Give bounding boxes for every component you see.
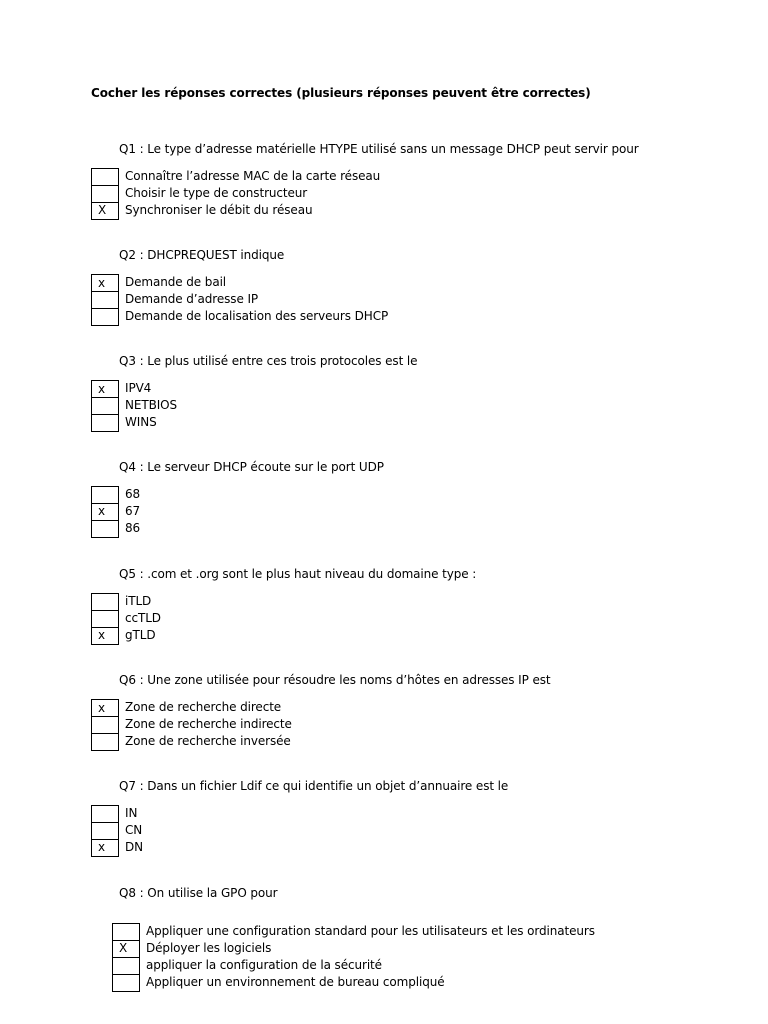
answer-checkbox[interactable] [91,308,119,326]
check-mark: x [98,382,106,396]
answer-checkbox[interactable] [91,168,119,186]
check-mark: x [98,701,106,715]
question-text: Q1 : Le type d’adresse matérielle HTYPE utilisé sans un message DHCP peut servir pour [119,142,639,156]
answer-label: iTLD [125,594,152,608]
answer-label: Zone de recherche directe [125,700,282,714]
question-text: Q4 : Le serveur DHCP écoute sur le port UDP [119,460,384,474]
check-mark: X [119,941,128,955]
question-text: Q7 : Dans un fichier Ldif ce qui identifie un objet d’annuaire est le [119,779,509,793]
answer-checkbox[interactable] [91,380,119,398]
question-text: Q5 : .com et .org sont le plus haut niveau du domaine type : [119,567,477,581]
answer-label: Déployer les logiciels [146,941,272,955]
answer-label: Appliquer un environnement de bureau compliqué [146,975,445,989]
answer-checkbox[interactable] [91,699,119,717]
answer-label: 67 [125,504,141,518]
answer-label: Connaître l’adresse MAC de la carte réseau [125,169,381,183]
answer-checkbox[interactable] [91,733,119,751]
answer-label: IPV4 [125,381,152,395]
answer-checkbox[interactable] [91,593,119,611]
answer-checkbox[interactable] [91,486,119,504]
answer-checkbox[interactable] [91,822,119,840]
check-mark: X [98,203,107,217]
answer-label: 68 [125,487,141,501]
answer-label: Appliquer une configuration standard pour les utilisateurs et les ordinateurs [146,924,595,938]
answer-label: Synchroniser le débit du réseau [125,203,313,217]
check-mark: x [98,840,106,854]
answer-checkbox[interactable] [112,940,140,958]
answer-checkbox[interactable] [91,291,119,309]
answer-checkbox[interactable] [91,839,119,857]
answer-checkbox[interactable] [91,627,119,645]
answer-label: Choisir le type de constructeur [125,186,308,200]
answer-label: appliquer la configuration de la sécurité [146,958,382,972]
answer-checkbox[interactable] [91,202,119,220]
answer-label: NETBIOS [125,398,178,412]
question-text: Q3 : Le plus utilisé entre ces trois protocoles est le [119,354,418,368]
answer-label: DN [125,840,144,854]
question-text: Q2 : DHCPREQUEST indique [119,248,285,262]
answer-checkbox[interactable] [91,610,119,628]
answer-label: CN [125,823,143,837]
answer-checkbox[interactable] [91,503,119,521]
answer-label: Demande de localisation des serveurs DHCP [125,309,389,323]
answer-checkbox[interactable] [91,716,119,734]
answer-checkbox[interactable] [112,957,140,975]
answer-label: 86 [125,521,141,535]
question-text: Q6 : Une zone utilisée pour résoudre les noms d’hôtes en adresses IP est [119,673,551,687]
answer-label: gTLD [125,628,156,642]
check-mark: x [98,276,106,290]
answer-label: Zone de recherche indirecte [125,717,292,731]
answer-checkbox[interactable] [91,397,119,415]
answer-checkbox[interactable] [112,974,140,992]
question-text: Q8 : On utilise la GPO pour [119,886,278,900]
answer-checkbox[interactable] [91,805,119,823]
answer-label: IN [125,806,138,820]
answer-checkbox[interactable] [91,185,119,203]
answer-checkbox[interactable] [91,520,119,538]
answer-checkbox[interactable] [112,923,140,941]
check-mark: x [98,504,106,518]
page-title: Cocher les réponses correctes (plusieurs réponses peuvent être correctes) [91,86,591,100]
answer-label: WINS [125,415,157,429]
answer-label: ccTLD [125,611,161,625]
answer-label: Demande d’adresse IP [125,292,259,306]
check-mark: x [98,628,106,642]
answer-checkbox[interactable] [91,274,119,292]
answer-label: Zone de recherche inversée [125,734,291,748]
answer-checkbox[interactable] [91,414,119,432]
answer-label: Demande de bail [125,275,227,289]
